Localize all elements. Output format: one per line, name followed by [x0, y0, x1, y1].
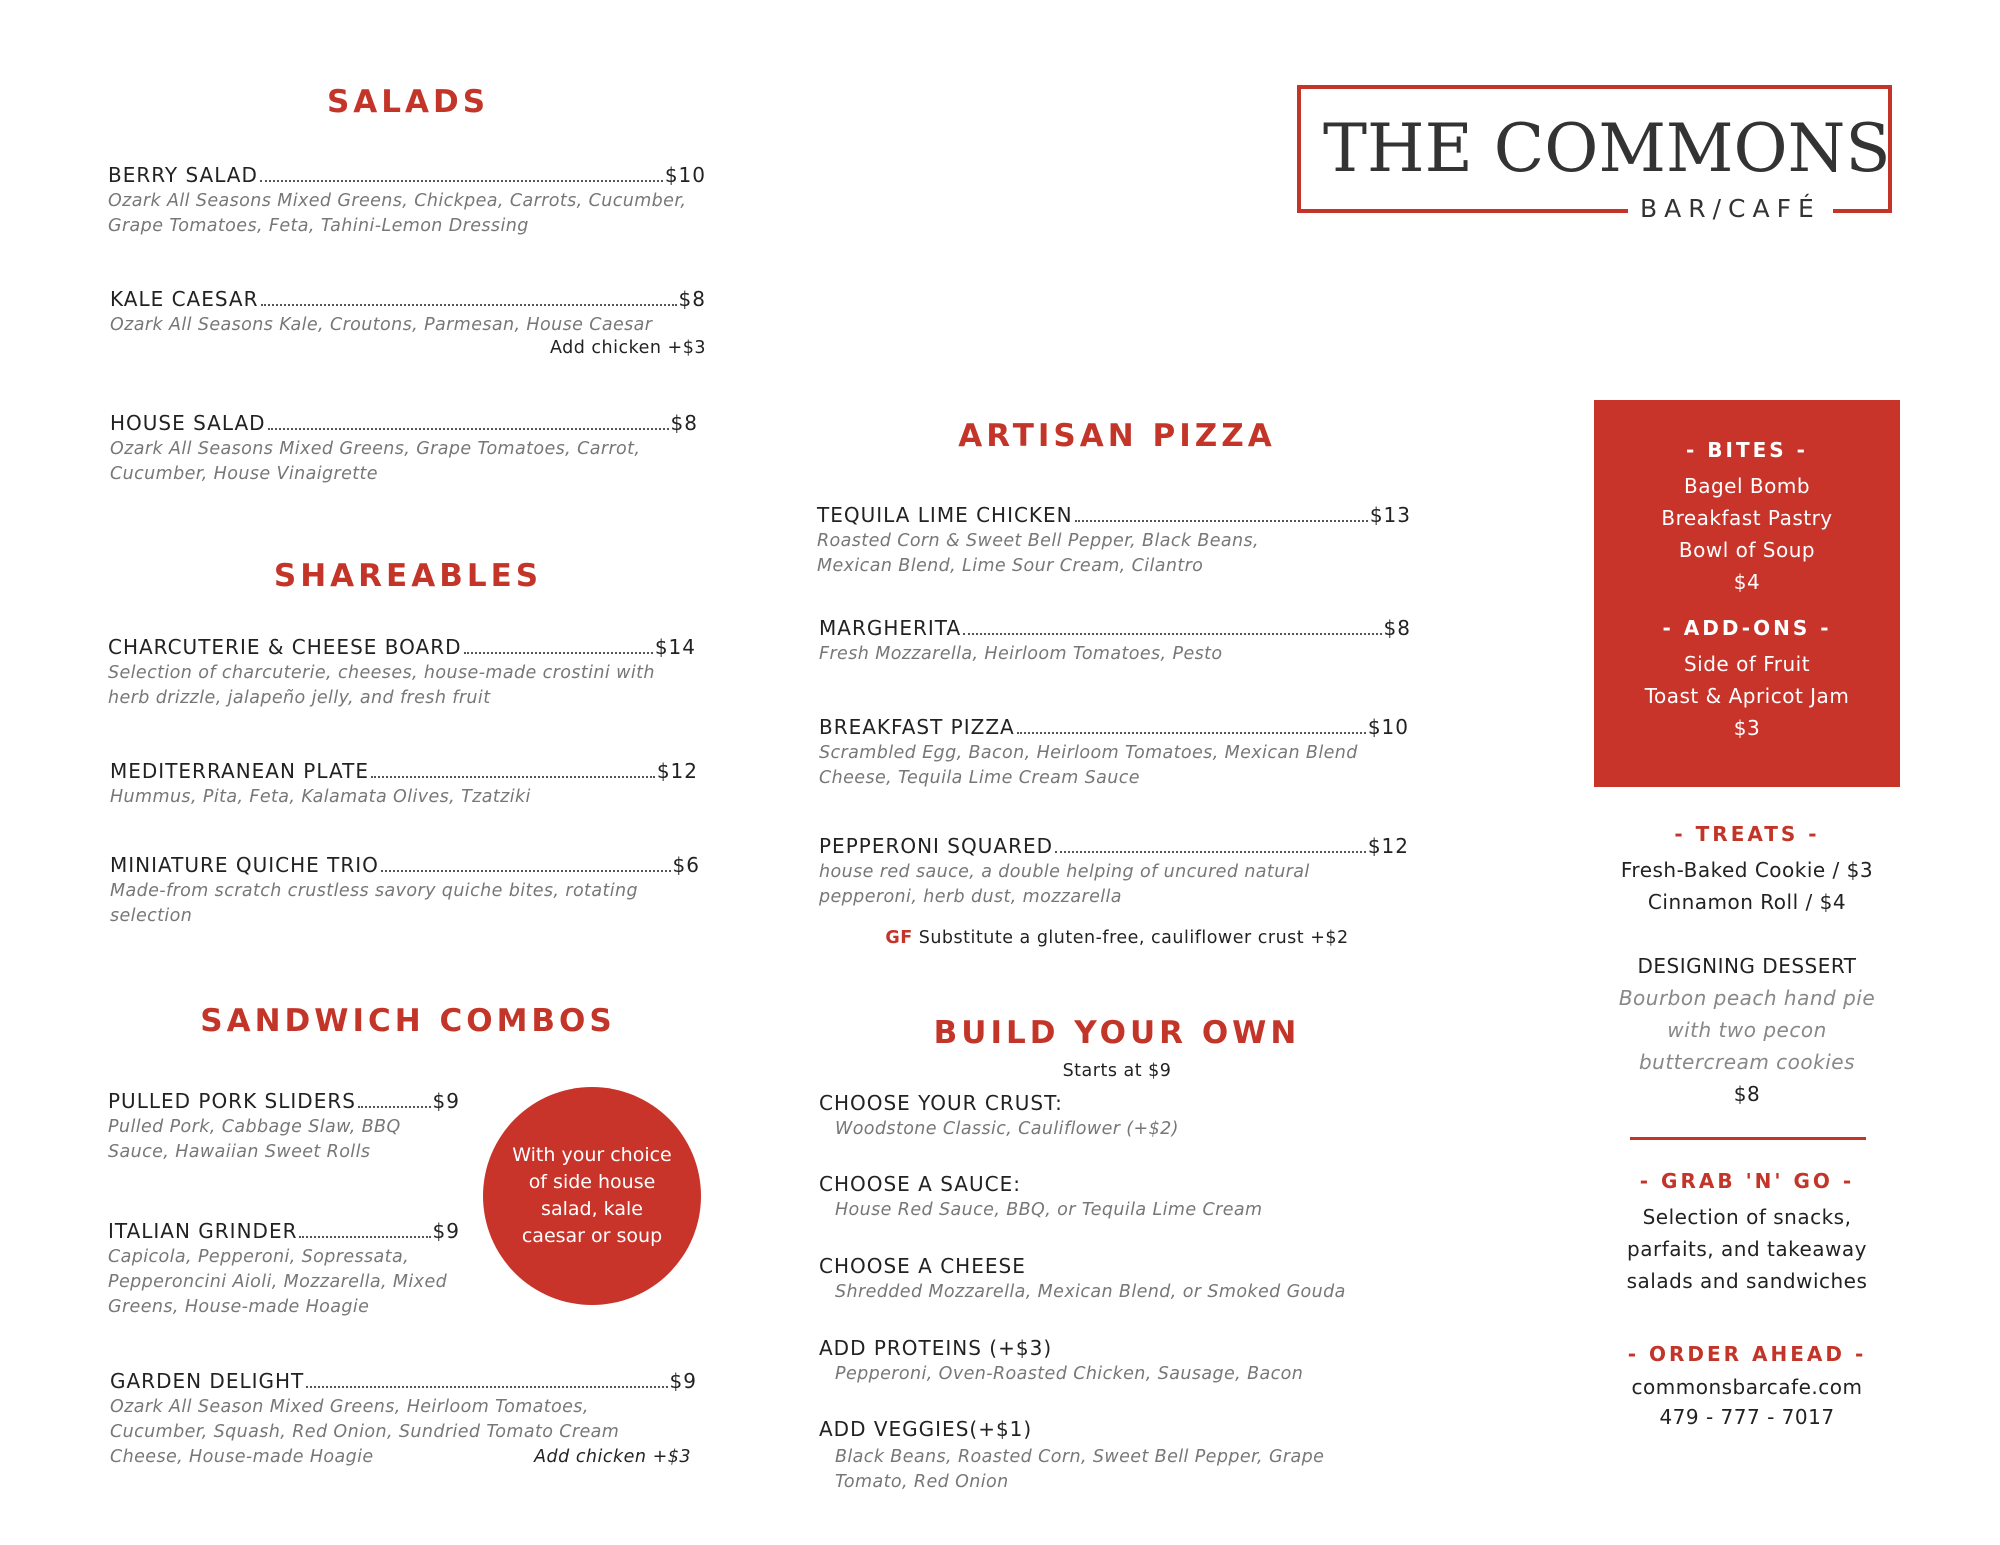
byo-step-desc-block	[819, 1445, 1324, 1495]
item-note: Add chicken +$3	[534, 1447, 691, 1467]
byo-step-desc: Woodstone Classic, Cauliflower (+$2)	[835, 1119, 1179, 1139]
dot-leader	[299, 1236, 430, 1238]
order-ahead-title: - ORDER AHEAD -	[1627, 1342, 1867, 1366]
item-desc: Ozark All Seasons Mixed Greens, Chickpea, Carrots, Cucumber,	[108, 191, 687, 211]
grab-n-go-title: - GRAB 'N' GO -	[1639, 1169, 1855, 1193]
dot-leader	[358, 1106, 431, 1108]
item-name: PULLED PORK SLIDERS	[108, 1089, 356, 1113]
dot-leader	[963, 633, 1381, 635]
treats-section	[1594, 822, 1900, 1110]
byo-step-head: CHOOSE YOUR CRUST:	[819, 1091, 1063, 1115]
logo-title: THE COMMONS	[1323, 110, 1891, 187]
dot-leader	[268, 428, 669, 430]
item-price: $9	[669, 1369, 697, 1393]
byo-step	[819, 1091, 1179, 1139]
build-your-own-title: BUILD YOUR OWN	[933, 1015, 1301, 1051]
item-desc: Hummus, Pita, Feta, Kalamata Olives, Tzatziki	[110, 787, 531, 807]
item-desc: Pulled Pork, Cabbage Slaw, BBQ	[108, 1117, 401, 1137]
item-note: Add chicken +$3	[549, 338, 706, 358]
byo-step	[819, 1254, 1346, 1302]
dessert-desc: Bourbon peach hand pie	[1618, 986, 1876, 1010]
dot-leader	[464, 652, 653, 654]
item-desc: herb drizzle, jalapeño jelly, and fresh fruit	[108, 688, 491, 708]
item-name: BREAKFAST PIZZA	[819, 715, 1015, 739]
dot-leader	[306, 1386, 667, 1388]
item-name: BERRY SALAD	[108, 163, 258, 187]
byo-step-head: CHOOSE A CHEESE	[819, 1254, 1026, 1278]
byo-starts-price: Starts at $9	[1062, 1061, 1172, 1081]
menu-item	[108, 635, 696, 711]
menu-item	[110, 853, 700, 929]
treats-item: Fresh-Baked Cookie / $3	[1620, 858, 1874, 882]
byo-step	[819, 1417, 1324, 1495]
byo-step-desc: House Red Sauce, BBQ, or Tequila Lime Cream	[835, 1200, 1263, 1220]
item-name: GARDEN DELIGHT	[110, 1369, 305, 1393]
byo-step	[819, 1336, 1303, 1384]
item-desc: Cheese, Tequila Lime Cream Sauce	[819, 768, 1140, 788]
dot-leader	[260, 180, 663, 182]
gf-text: Substitute a gluten-free, cauliflower crust +$2	[918, 928, 1349, 948]
item-price: $10	[1367, 715, 1409, 739]
grab-n-go-line: Selection of snacks,	[1642, 1205, 1852, 1229]
item-price: $8	[1383, 616, 1411, 640]
bites-item: Bagel Bomb	[1683, 474, 1811, 498]
item-price: $12	[656, 759, 698, 783]
item-price: $13	[1369, 503, 1411, 527]
menu-item	[110, 287, 706, 358]
divider-rule	[1630, 1137, 1866, 1140]
item-price: $14	[654, 635, 696, 659]
phone-number[interactable]: 479 - 777 - 7017	[1659, 1405, 1835, 1429]
item-desc: Ozark All Season Mixed Greens, Heirloom Tomatoes,	[110, 1397, 589, 1417]
item-price: $10	[664, 163, 706, 187]
item-name: MINIATURE QUICHE TRIO	[110, 853, 379, 877]
item-desc: Fresh Mozzarella, Heirloom Tomatoes, Pesto	[819, 644, 1223, 664]
item-desc: Roasted Corn & Sweet Bell Pepper, Black Beans,	[817, 531, 1260, 551]
dessert-head: DESIGNING DESSERT	[1637, 954, 1857, 978]
website-link[interactable]: commonsbarcafe.com	[1631, 1375, 1863, 1399]
shareables-title: SHAREABLES	[273, 558, 543, 594]
order-ahead-section	[1594, 1342, 1900, 1432]
sandwich-combos-title: SANDWICH COMBOS	[200, 1003, 616, 1039]
item-desc: Cheese, House-made Hoagie	[110, 1447, 374, 1467]
logo-subtitle: BAR/CAFÉ	[1628, 194, 1833, 223]
item-desc: Pepperoncini Aioli, Mozzarella, Mixed	[108, 1272, 448, 1292]
item-price: $8	[678, 287, 706, 311]
dot-leader	[261, 304, 677, 306]
item-price: $8	[670, 411, 698, 435]
bites-addons-panel	[1594, 400, 1900, 787]
item-name: PEPPERONI SQUARED	[819, 834, 1054, 858]
item-desc: Grape Tomatoes, Feta, Tahini-Lemon Dressing	[108, 216, 529, 236]
byo-step-head: ADD PROTEINS (+$3)	[819, 1336, 1053, 1360]
item-desc: Cucumber, Squash, Red Onion, Sundried Tomato Cream	[110, 1422, 620, 1442]
item-name: MARGHERITA	[819, 616, 962, 640]
menu-item	[817, 503, 1411, 579]
gf-badge: GF	[885, 928, 913, 948]
item-desc: Ozark All Seasons Mixed Greens, Grape Tomatoes, Carrot,	[110, 439, 641, 459]
treats-title: - TREATS -	[1674, 822, 1820, 846]
byo-step-desc: Black Beans, Roasted Corn, Sweet Bell Pepper, Grape	[835, 1447, 1325, 1467]
salads-title: SALADS	[326, 84, 490, 120]
byo-step-head: ADD VEGGIES(+$1)	[819, 1417, 1033, 1441]
bites-price: $4	[1733, 570, 1761, 594]
item-price: $9	[432, 1089, 460, 1113]
item-desc: Ozark All Seasons Kale, Croutons, Parmesan, House Caesar	[110, 315, 653, 335]
addons-item: Toast & Apricot Jam	[1644, 684, 1850, 708]
byo-step-desc: Tomato, Red Onion	[835, 1472, 1009, 1492]
item-price: $6	[672, 853, 700, 877]
gluten-free-note	[817, 928, 1417, 948]
item-desc: Mexican Blend, Lime Sour Cream, Cilantro	[817, 556, 1204, 576]
item-desc: Scrambled Egg, Bacon, Heirloom Tomatoes, Mexican Blend	[819, 743, 1358, 763]
addons-title: - ADD-ONS -	[1662, 616, 1832, 640]
menu-item	[819, 834, 1409, 910]
artisan-pizza-title: ARTISAN PIZZA	[958, 418, 1276, 454]
menu-item	[110, 1369, 697, 1470]
byo-step-head: CHOOSE A SAUCE:	[819, 1172, 1021, 1196]
addons-price: $3	[1733, 716, 1761, 740]
dessert-price: $8	[1733, 1082, 1761, 1106]
item-desc: Greens, House-made Hoagie	[108, 1297, 370, 1317]
item-name: ITALIAN GRINDER	[108, 1219, 298, 1243]
menu-item	[110, 411, 698, 487]
bites-item: Breakfast Pastry	[1661, 506, 1833, 530]
menu-item	[819, 616, 1411, 667]
bites-title: - BITES -	[1686, 438, 1808, 462]
dot-leader	[1017, 732, 1366, 734]
byo-step	[819, 1172, 1262, 1220]
item-name: TEQUILA LIME CHICKEN	[817, 503, 1073, 527]
bites-item: Bowl of Soup	[1678, 538, 1816, 562]
menu-item	[819, 715, 1409, 791]
menu-item	[110, 759, 698, 810]
item-price: $12	[1367, 834, 1409, 858]
item-desc: house red sauce, a double helping of uncured natural	[819, 862, 1310, 882]
item-name: KALE CAESAR	[110, 287, 259, 311]
side-choice-badge	[483, 1087, 701, 1305]
dot-leader	[371, 776, 655, 778]
item-desc: Made-from scratch crustless savory quiche bites, rotating	[110, 881, 638, 901]
dessert-desc: buttercream cookies	[1638, 1050, 1856, 1074]
byo-step-desc: Shredded Mozzarella, Mexican Blend, or Smoked Gouda	[835, 1282, 1346, 1302]
item-name: CHARCUTERIE & CHEESE BOARD	[108, 635, 462, 659]
item-desc: pepperoni, herb dust, mozzarella	[819, 887, 1122, 907]
item-name: HOUSE SALAD	[110, 411, 266, 435]
dot-leader	[381, 870, 671, 872]
side-choice-text: With your choice of side house salad, kale caesar or soup	[512, 1144, 672, 1247]
byo-step-desc: Pepperoni, Oven-Roasted Chicken, Sausage, Bacon	[835, 1364, 1304, 1384]
item-desc: Cucumber, House Vinaigrette	[110, 464, 378, 484]
addons-item: Side of Fruit	[1683, 652, 1811, 676]
item-desc: Sauce, Hawaiian Sweet Rolls	[108, 1142, 371, 1162]
grab-n-go-line: parfaits, and takeaway	[1627, 1237, 1867, 1261]
item-name: MEDITERRANEAN PLATE	[110, 759, 369, 783]
treats-item: Cinnamon Roll / $4	[1647, 890, 1847, 914]
item-price: $9	[432, 1219, 460, 1243]
grab-n-go-line: salads and sandwiches	[1626, 1269, 1868, 1293]
item-desc: selection	[110, 906, 193, 926]
grab-n-go-section	[1594, 1169, 1900, 1297]
item-desc: Capicola, Pepperoni, Sopressata,	[108, 1247, 410, 1267]
menu-item	[108, 163, 706, 239]
dessert-desc: with two pecon	[1667, 1018, 1827, 1042]
item-desc: Selection of charcuterie, cheeses, house-made crostini with	[108, 663, 655, 683]
dot-leader	[1075, 520, 1368, 522]
menu-item	[108, 1219, 460, 1320]
menu-item	[108, 1089, 460, 1165]
dot-leader	[1055, 851, 1366, 853]
